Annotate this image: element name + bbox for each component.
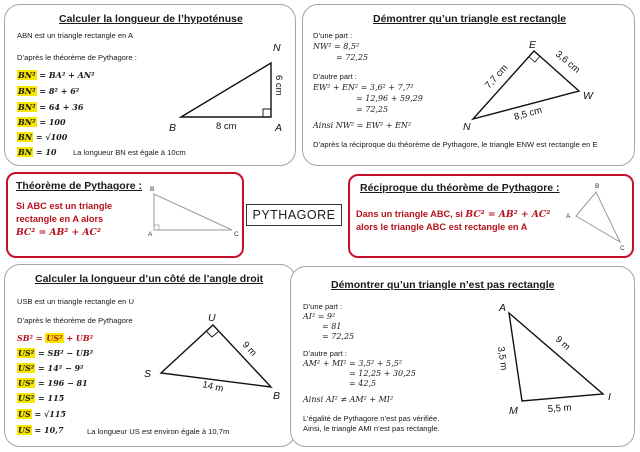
side-step-4: US² = 196 − 81 (18, 378, 88, 388)
measure-ub: 9 m (239, 339, 259, 359)
hyp-step-2: BN² = 8² + 6² (18, 86, 80, 96)
side-step-6: US = √115 (18, 409, 66, 419)
label-m: M (509, 405, 518, 417)
label-b2: B (273, 390, 281, 402)
rect-conclusion: D’après la réciproque du théorème de Pythagore, le triangle ENW est rectangle en E (313, 140, 598, 149)
label-n2: N (463, 121, 471, 133)
label-w: W (583, 90, 593, 102)
rect-ew-1: EW² + EN² = 3,6² + 7,7² (313, 83, 414, 92)
notrect-part1: D’une part : (303, 302, 343, 311)
notrect-ai-3: = 72,25 (322, 332, 355, 341)
reciprocal-line-1: Dans un triangle ABC, si BC² = AB² + AC² (356, 209, 551, 220)
triangle-abc-theorem (8, 174, 246, 260)
hyp-step-1: BN² = BA² + AN² (18, 70, 95, 80)
reciprocal-title: Réciproque du théorème de Pythagore : (360, 182, 560, 194)
label-s: S (144, 368, 152, 380)
notrect-ainsi: Ainsi AI² ≠ AM² + MI² (303, 395, 394, 404)
notrect-am-3: = 42,5 (349, 379, 377, 388)
theorem-line-2: rectangle en A alors (16, 214, 104, 224)
side-title: Calculer la longueur d’un côté de l’angle droit (35, 273, 264, 285)
label-b3: B (150, 186, 155, 193)
theorem-card (6, 172, 244, 258)
side-step-5: US² = 115 (18, 393, 65, 403)
not-rectangle-card (290, 266, 635, 447)
side-conclusion: La longueur US est environ égale à 10,7m (87, 427, 230, 436)
label-u: U (208, 312, 216, 324)
label-i: I (608, 391, 611, 403)
triangle-enw (303, 5, 636, 167)
triangle-usb (5, 265, 297, 448)
label-b4: B (595, 183, 600, 190)
hypotenuse-statement: ABN est un triangle rectangle en A (17, 31, 134, 40)
rect-ew-3: = 72,25 (356, 105, 389, 114)
hyp-step-6: BN = 10 (18, 147, 57, 157)
triangle-abn (5, 5, 297, 167)
measure-ew: 3,6 cm (553, 48, 582, 76)
label-c3: C (234, 231, 239, 238)
hypotenuse-theorem-line: D’après le théorème de Pythagore : (17, 53, 137, 62)
measure-en: 7,7 cm (483, 62, 511, 92)
rect-ainsi: Ainsi NW² = EW² + EN² (313, 121, 412, 130)
center-title: PYTHAGORE (246, 204, 342, 226)
reciprocal-line-2: alors le triangle ABC est rectangle en A (356, 222, 528, 232)
triangle-ami (291, 267, 636, 448)
label-n: N (273, 42, 281, 54)
theorem-line-3: BC² = AB² + AC² (16, 227, 101, 238)
hypotenuse-card (4, 4, 296, 166)
notrect-conclusion-2: Ainsi, le triangle AMI n’est pas rectangle. (303, 424, 440, 433)
rect-nw-2: = 72,25 (336, 53, 369, 62)
notrect-part2: D’autre part : (303, 349, 347, 358)
measure-ai: 9 m (552, 334, 573, 353)
measure-am: 3,5 m (495, 345, 510, 371)
side-step-3: US² = 14² − 9² (18, 363, 84, 373)
theorem-title: Théorème de Pythagore : (16, 180, 143, 192)
notrect-ai-2: = 81 (322, 322, 342, 331)
notrect-am-2: = 12,25 + 30,25 (349, 369, 416, 378)
label-a3: A (148, 231, 153, 238)
label-e: E (529, 39, 537, 51)
triangle-abc-reciprocal (350, 176, 636, 260)
measure-nw: 8,5 cm (512, 104, 544, 123)
measure-ba: 8 cm (216, 121, 237, 132)
notrect-conclusion-1: L’égalité de Pythagore n’est pas vérifiée. (303, 414, 440, 423)
label-a2: A (499, 302, 507, 314)
side-step-7: US = 10,7 (18, 425, 64, 435)
label-a: A (275, 122, 283, 134)
side-step-1: SB² = US² + UB² (17, 333, 94, 343)
measure-mi: 5,5 m (547, 402, 572, 415)
reciprocal-card (348, 174, 634, 258)
label-a4: A (566, 213, 571, 220)
label-b: B (169, 122, 177, 134)
measure-an: 6 cm (273, 75, 284, 96)
side-statement: USB est un triangle rectangle en U (17, 297, 134, 306)
hypotenuse-conclusion: La longueur BN est égale à 10cm (73, 148, 186, 157)
theorem-line-1: Si ABC est un triangle (16, 201, 113, 211)
hypotenuse-title: Calculer la longueur de l’hypoténuse (59, 13, 243, 25)
hyp-step-4: BN² = 100 (18, 117, 66, 127)
rect-part2: D’autre part : (313, 72, 357, 81)
notrect-ai-1: AI² = 9² (303, 312, 336, 321)
not-rectangle-title: Démontrer qu’un triangle n’est pas rectangle (331, 279, 555, 291)
rect-nw-1: NW² = 8,5² (313, 42, 360, 51)
rect-part1: D’une part : (313, 31, 353, 40)
side-step-2: US² = SB² − UB² (18, 348, 94, 358)
notrect-am-1: AM² + MI² = 3,5² + 5,5² (303, 359, 402, 368)
label-c4: C (620, 245, 625, 252)
hyp-step-5: BN = √100 (18, 132, 68, 142)
rect-ew-2: = 12,96 + 59,29 (356, 94, 423, 103)
rectangle-proof-title: Démontrer qu’un triangle est rectangle (373, 13, 567, 25)
side-theorem-line: D’après le théorème de Pythagore (17, 316, 133, 325)
side-card (4, 264, 296, 447)
measure-sb: 14 m (201, 379, 225, 395)
rectangle-proof-card (302, 4, 635, 166)
hyp-step-3: BN² = 64 + 36 (18, 102, 84, 112)
